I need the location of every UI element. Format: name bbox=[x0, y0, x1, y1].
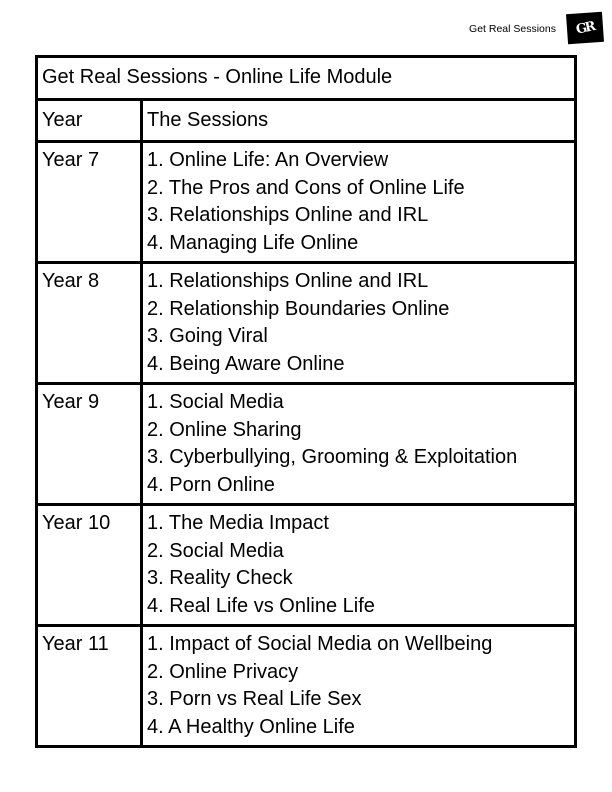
session-item: 2. Social Media bbox=[147, 539, 284, 562]
session-item: 1. Social Media bbox=[147, 391, 284, 413]
table-row bbox=[37, 626, 576, 747]
table-row bbox=[37, 505, 576, 626]
table-row bbox=[37, 384, 576, 505]
session-item: 4. Real Life vs Online Life bbox=[147, 594, 375, 617]
session-item: 3. Going Viral bbox=[147, 325, 268, 347]
session-item: 2. The Pros and Cons of Online Life bbox=[147, 176, 465, 199]
year-cell: Year 8 bbox=[37, 263, 142, 384]
session-item: 3. Porn vs Real Life Sex bbox=[147, 688, 362, 710]
sessions-cell bbox=[142, 384, 576, 505]
session-item: 4. A Healthy Online Life bbox=[147, 715, 355, 738]
year-cell: Year 11 bbox=[37, 626, 142, 747]
session-item: 4. Managing Life Online bbox=[147, 231, 359, 254]
header-brand-text: Get Real Sessions bbox=[469, 23, 556, 35]
session-item: 3. Cyberbullying, Grooming & Exploitation bbox=[147, 446, 518, 468]
column-header-sessions: The Sessions bbox=[142, 99, 576, 142]
session-item: 3. Reality Check bbox=[147, 567, 293, 589]
session-item: 1. Online Life: An Overview bbox=[147, 149, 389, 171]
table-title: Get Real Sessions - Online Life Module bbox=[37, 57, 576, 100]
session-item: 1. The Media Impact bbox=[147, 512, 329, 534]
session-item: 2. Online Sharing bbox=[147, 418, 302, 441]
sessions-table bbox=[35, 55, 577, 748]
session-item: 3. Relationships Online and IRL bbox=[147, 204, 429, 226]
sessions-cell bbox=[142, 263, 576, 384]
table-header-row bbox=[37, 99, 576, 142]
table-row bbox=[37, 142, 576, 263]
session-item: 1. Relationships Online and IRL bbox=[147, 270, 429, 292]
session-item: 4. Being Aware Online bbox=[147, 352, 345, 375]
year-cell: Year 10 bbox=[37, 505, 142, 626]
column-header-year: Year bbox=[37, 99, 142, 142]
year-cell: Year 9 bbox=[37, 384, 142, 505]
table-title-row bbox=[37, 57, 576, 100]
sessions-cell bbox=[142, 505, 576, 626]
sessions-cell bbox=[142, 142, 576, 263]
table-row bbox=[37, 263, 576, 384]
brand-logo bbox=[566, 12, 604, 44]
session-item: 2. Online Privacy bbox=[147, 660, 299, 683]
session-item: 1. Impact of Social Media on Wellbeing bbox=[147, 633, 493, 655]
sessions-cell bbox=[142, 626, 576, 747]
brand-logo-mark: GR bbox=[574, 18, 596, 38]
year-cell: Year 7 bbox=[37, 142, 142, 263]
session-item: 4. Porn Online bbox=[147, 473, 275, 496]
session-item: 2. Relationship Boundaries Online bbox=[147, 297, 450, 320]
